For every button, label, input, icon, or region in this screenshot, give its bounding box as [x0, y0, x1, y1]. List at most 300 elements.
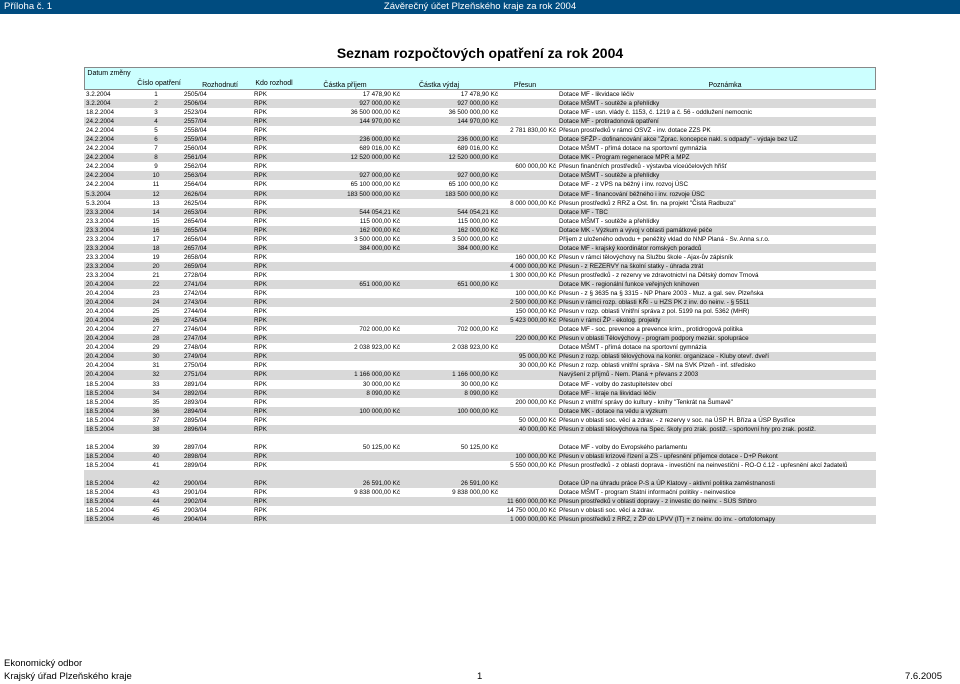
- cell-income: 26 591,00 Kč: [362, 480, 400, 488]
- cell-decided: 2748/04: [184, 344, 207, 352]
- cell-expense: 927 000,00 Kč: [457, 172, 498, 180]
- cell-decided: 2749/04: [184, 353, 207, 361]
- cell-note: Přesun v oblasti krizové řízení a ZS - upřesnění příjemce dotace - D+P Rekont: [559, 452, 778, 460]
- table-row: [84, 199, 876, 208]
- table-row: [84, 180, 876, 189]
- cell-note: Přesun v oblasti soc. věcí a zdrav.: [559, 507, 655, 515]
- cell-who: RPK: [254, 100, 267, 108]
- footer-org-line2: Krajský úřad Plzeňského kraje: [4, 671, 132, 682]
- cell-note: Přesun - z § 3635 na § 3315 - NP Phare 2003 - Muz. a gal. sev. Plzeňska: [559, 290, 764, 298]
- cell-decided: 2563/04: [184, 172, 207, 180]
- cell-date: 23.3.2004: [86, 217, 115, 225]
- cell-who: RPK: [254, 353, 267, 361]
- cell-note: Dotace MF - likvidace léčiv: [559, 91, 634, 98]
- cell-number: 23: [152, 290, 160, 298]
- cell-who: RPK: [254, 244, 267, 252]
- cell-number: 38: [152, 425, 160, 433]
- cell-expense: 162 000,00 Kč: [457, 226, 498, 234]
- cell-decided: 2901/04: [184, 489, 207, 497]
- cell-date: 24.2.2004: [86, 127, 115, 135]
- cell-number: 15: [152, 217, 160, 225]
- cell-decided: 2562/04: [184, 163, 207, 171]
- cell-date: 5.3.2004: [86, 199, 111, 207]
- table-row: [84, 298, 876, 307]
- cell-number: 29: [152, 344, 160, 352]
- cell-who: RPK: [254, 407, 267, 415]
- cell-number: 27: [152, 326, 160, 334]
- cell-income: 50 125,00 Kč: [362, 443, 400, 451]
- cell-transfer: 100 000,00 Kč: [515, 452, 556, 460]
- table-row: [84, 434, 876, 443]
- cell-note: Přesun v rámci ŽP - ekolog. projekty: [559, 317, 661, 325]
- cell-expense: 651 000,00 Kč: [457, 280, 498, 288]
- cell-note: Dotace SFŽP - dofinancování akce "Zprac. koncepce nakl. s odpady" - výdaje bez UZ: [559, 136, 798, 144]
- cell-date: 18.5.2004: [86, 507, 115, 515]
- col-who: Kdo rozhodl: [255, 80, 293, 87]
- cell-expense: 8 090,00 Kč: [464, 389, 498, 397]
- cell-income: 1 166 000,00 Kč: [354, 371, 400, 379]
- table-row: [84, 135, 876, 144]
- cell-expense: 236 000,00 Kč: [457, 136, 498, 144]
- cell-transfer: 600 000,00 Kč: [515, 163, 556, 171]
- cell-decided: 2659/04: [184, 262, 207, 270]
- cell-date: 18.5.2004: [86, 407, 115, 415]
- cell-number: 28: [152, 335, 160, 343]
- cell-decided: 2900/04: [184, 480, 207, 488]
- cell-who: RPK: [254, 389, 267, 397]
- cell-note: Přesun prostředků z RRZ a Ost. fin. na projekt "Čistá Radbuza": [559, 199, 736, 207]
- cell-income: 927 000,00 Kč: [359, 100, 400, 108]
- cell-expense: 9 838 000,00 Kč: [452, 489, 498, 497]
- cell-who: RPK: [254, 498, 267, 506]
- table-row: [84, 171, 876, 180]
- cell-decided: 2895/04: [184, 416, 207, 424]
- cell-expense: 17 478,90 Kč: [460, 91, 498, 98]
- cell-note: Přesun v oblasti Tělovýchovy - program podpory meziár. spolupráce: [559, 335, 749, 343]
- table-row: [84, 99, 876, 108]
- cell-date: 3.2.2004: [86, 100, 111, 108]
- table-row: [84, 370, 876, 379]
- cell-number: 6: [154, 136, 158, 144]
- table-row: [84, 316, 876, 325]
- cell-who: RPK: [254, 344, 267, 352]
- cell-note: Přesun - z REZERVY na školní statky - úhrada ztrát: [559, 262, 704, 270]
- cell-who: RPK: [254, 91, 267, 98]
- cell-decided: 2891/04: [184, 380, 207, 388]
- cell-date: 20.4.2004: [86, 308, 115, 316]
- cell-income: 65 100 000,00 Kč: [350, 181, 400, 189]
- cell-transfer: 4 000 000,00 Kč: [510, 262, 556, 270]
- cell-who: RPK: [254, 326, 267, 334]
- cell-transfer: 160 000,00 Kč: [515, 253, 556, 261]
- cell-number: 24: [152, 299, 160, 307]
- cell-note: Přesun prostředků v rámci OSVZ - inv. dotace ZZS PK: [559, 127, 711, 135]
- cell-number: 42: [152, 480, 160, 488]
- cell-note: Přesun prostředků v oblasti dopravy - z investic do neinv. - SÚS Střibro: [559, 498, 757, 506]
- table-row: [84, 153, 876, 162]
- cell-income: 100 000,00 Kč: [359, 407, 400, 415]
- col-note: Poznámka: [708, 82, 742, 89]
- cell-note: Přesun v oblasti soc. věcí a zdrav. - z rezervy v soc. na ÚSP H. Bříza a ÚSP Bystřice: [559, 416, 796, 424]
- cell-note: Dotace MŠMT - soutěže a přehlídky: [559, 100, 660, 108]
- cell-date: 20.4.2004: [86, 290, 115, 298]
- cell-number: 35: [152, 398, 160, 406]
- cell-income: 30 000,00 Kč: [362, 380, 400, 388]
- cell-note: Dotace MŠMT - soutěže a přehlídky: [559, 217, 660, 225]
- cell-number: 33: [152, 380, 160, 388]
- cell-decided: 2742/04: [184, 290, 207, 298]
- cell-expense: 36 500 000,00 Kč: [448, 109, 498, 117]
- cell-transfer: 5 550 000,00 Kč: [510, 461, 556, 469]
- cell-note: Přesun z oblasti tělovýchova na Spec. školy pro zrak. postiž. - sportovní hry pro zrak. postiž.: [559, 425, 816, 433]
- table-row: [84, 461, 876, 470]
- cell-who: RPK: [254, 271, 267, 279]
- cell-transfer: 1 000 000,00 Kč: [510, 516, 556, 524]
- cell-decided: 2904/04: [184, 516, 207, 524]
- cell-note: Dotace MF - krajský koordinátor romských poradců: [559, 244, 702, 252]
- cell-date: 24.2.2004: [86, 181, 115, 189]
- table-row: [84, 334, 876, 343]
- cell-expense: 689 016,00 Kč: [457, 145, 498, 153]
- cell-note: Přesun v rámci rozp. oblasti KŘi - u HZS PK z inv. do neinv. - § 5511: [559, 299, 750, 307]
- cell-date: 18.5.2004: [86, 489, 115, 497]
- cell-decided: 2653/04: [184, 208, 207, 216]
- table-row: [84, 90, 876, 99]
- cell-who: RPK: [254, 199, 267, 207]
- cell-who: RPK: [254, 380, 267, 388]
- cell-who: RPK: [254, 290, 267, 298]
- cell-decided: 2751/04: [184, 371, 207, 379]
- cell-decided: 2741/04: [184, 280, 207, 288]
- cell-date: 20.4.2004: [86, 335, 115, 343]
- cell-decided: 2657/04: [184, 244, 207, 252]
- cell-transfer: 1 300 000,00 Kč: [510, 271, 556, 279]
- cell-date: 23.3.2004: [86, 235, 115, 243]
- table-row: [84, 452, 876, 461]
- table-row: [84, 108, 876, 117]
- table-row: [84, 470, 876, 479]
- cell-who: RPK: [254, 362, 267, 370]
- page-title: Seznam rozpočtových opatření za rok 2004: [336, 45, 624, 61]
- cell-date: 18.5.2004: [86, 380, 115, 388]
- table-row: [84, 217, 876, 226]
- cell-date: 20.4.2004: [86, 280, 115, 288]
- footer-date: 7.6.2005: [905, 671, 942, 682]
- cell-number: 36: [152, 407, 160, 415]
- cell-who: RPK: [254, 262, 267, 270]
- table-row: [84, 488, 876, 497]
- cell-who: RPK: [254, 516, 267, 524]
- cell-expense: 26 591,00 Kč: [460, 480, 498, 488]
- cell-who: RPK: [254, 136, 267, 144]
- cell-note: Přesun prostředků - z rezervy ve zdravotnictví na Dětský domov Trnová: [559, 271, 759, 279]
- cell-transfer: 50 000,00 Kč: [518, 416, 556, 424]
- table-row: [84, 235, 876, 244]
- table-row: [84, 506, 876, 515]
- cell-date: 23.3.2004: [86, 253, 115, 261]
- cell-who: RPK: [254, 127, 267, 135]
- cell-number: 18: [152, 244, 160, 252]
- cell-note: Přesun z rozp. oblasti vnitřní správa - SM na SVK Plzeň - inf. středisko: [559, 362, 756, 370]
- cell-note: Dotace MŠMT - přímá dotace na sportovní gymnázia: [559, 145, 707, 153]
- cell-who: RPK: [254, 452, 267, 460]
- header-bar: [0, 0, 960, 14]
- cell-who: RPK: [254, 109, 267, 117]
- cell-number: 2: [154, 100, 158, 108]
- cell-decided: 2892/04: [184, 389, 207, 397]
- cell-income: 702 000,00 Kč: [359, 326, 400, 334]
- cell-decided: 2745/04: [184, 317, 207, 325]
- cell-decided: 2654/04: [184, 217, 207, 225]
- cell-who: RPK: [254, 163, 267, 171]
- table-row: [84, 253, 876, 262]
- cell-note: Dotace MF - financování běžného i inv. rozvoje ÚSC: [559, 190, 705, 198]
- cell-income: 162 000,00 Kč: [359, 226, 400, 234]
- cell-expense: 65 100 000,00 Kč: [448, 181, 498, 189]
- cell-who: RPK: [254, 299, 267, 307]
- cell-date: 23.3.2004: [86, 208, 115, 216]
- cell-income: 927 000,00 Kč: [359, 172, 400, 180]
- cell-date: 24.2.2004: [86, 154, 115, 162]
- cell-who: RPK: [254, 317, 267, 325]
- cell-number: 41: [152, 461, 160, 469]
- cell-note: Dotace MF - soc. prevence a prevence krim., protidrogová politika: [559, 326, 743, 334]
- cell-date: 18.5.2004: [86, 516, 115, 524]
- cell-decided: 2897/04: [184, 443, 207, 451]
- cell-who: RPK: [254, 489, 267, 497]
- cell-transfer: 30 000,00 Kč: [518, 362, 556, 370]
- cell-date: 3.2.2004: [86, 91, 111, 98]
- cell-date: 24.2.2004: [86, 163, 115, 171]
- table-body: [84, 90, 876, 524]
- cell-date: 20.4.2004: [86, 326, 115, 334]
- cell-income: 3 500 000,00 Kč: [354, 235, 400, 243]
- cell-decided: 2564/04: [184, 181, 207, 189]
- cell-note: Dotace MF - protiradonová opatření: [559, 118, 659, 126]
- cell-who: RPK: [254, 461, 267, 469]
- cell-date: 18.5.2004: [86, 452, 115, 460]
- cell-number: 43: [152, 489, 160, 497]
- cell-who: RPK: [254, 118, 267, 126]
- cell-transfer: 8 000 000,00 Kč: [510, 199, 556, 207]
- cell-date: 20.4.2004: [86, 371, 115, 379]
- cell-who: RPK: [254, 190, 267, 198]
- cell-date: 23.3.2004: [86, 226, 115, 234]
- cell-who: RPK: [254, 443, 267, 451]
- cell-note: Přesun z vnitřní správy do kultury - knihy "Tenkrát na Šumavě": [559, 398, 733, 406]
- cell-who: RPK: [254, 308, 267, 316]
- table-row: [84, 443, 876, 452]
- cell-who: RPK: [254, 226, 267, 234]
- cell-note: Přesun prostředků - z oblasti doprava - investiční na neinvestiční - RO-O č.12 - upřesnění akcí žadatelů: [559, 461, 848, 469]
- cell-number: 4: [154, 118, 158, 126]
- table-header: [84, 67, 876, 90]
- cell-note: Přesun prostředků z RRZ, z ŽP do LPVV (IT) + z neinv. do inv. - ortofotomapy: [559, 516, 776, 524]
- table-row: [84, 416, 876, 425]
- cell-transfer: 14 750 000,00 Kč: [506, 507, 556, 515]
- cell-decided: 2655/04: [184, 226, 207, 234]
- cell-expense: 144 970,00 Kč: [457, 118, 498, 126]
- cell-number: 34: [152, 389, 160, 397]
- cell-number: 32: [152, 371, 160, 379]
- cell-note: Dotace MF - volby do zastupitelstev obcí: [559, 380, 673, 388]
- cell-transfer: 5 423 000,00 Kč: [510, 317, 556, 325]
- cell-date: 18.5.2004: [86, 425, 115, 433]
- cell-note: Dotace ÚP na úhradu práce P-S a ÚP Klatovy - aktivní politika zaměstnanosti: [559, 480, 775, 488]
- cell-income: 12 520 000,00 Kč: [350, 154, 400, 162]
- table-row: [84, 407, 876, 416]
- cell-who: RPK: [254, 416, 267, 424]
- cell-decided: 2893/04: [184, 398, 207, 406]
- table-row: [84, 117, 876, 126]
- cell-decided: 2658/04: [184, 253, 207, 261]
- cell-number: 26: [152, 317, 160, 325]
- cell-date: 18.5.2004: [86, 461, 115, 469]
- cell-who: RPK: [254, 208, 267, 216]
- cell-expense: 544 054,21 Kč: [457, 208, 498, 216]
- cell-date: 18.5.2004: [86, 416, 115, 424]
- col-income: Částka příjem: [323, 82, 367, 89]
- table-row: [84, 398, 876, 407]
- cell-date: 24.2.2004: [86, 145, 115, 153]
- cell-who: RPK: [254, 172, 267, 180]
- cell-who: RPK: [254, 480, 267, 488]
- col-decided: Rozhodnutí: [202, 82, 238, 89]
- cell-number: 46: [152, 516, 160, 524]
- cell-number: 22: [152, 280, 160, 288]
- cell-transfer: 100 000,00 Kč: [515, 290, 556, 298]
- cell-decided: 2560/04: [184, 145, 207, 153]
- cell-income: 689 016,00 Kč: [359, 145, 400, 153]
- cell-decided: 2903/04: [184, 507, 207, 515]
- cell-transfer: 2 500 000,00 Kč: [510, 299, 556, 307]
- cell-date: 20.4.2004: [86, 362, 115, 370]
- cell-note: Dotace MK - Program regenerace MPR a MPZ: [559, 154, 690, 162]
- cell-number: 25: [152, 308, 160, 316]
- table-row: [84, 325, 876, 334]
- cell-number: 31: [152, 362, 160, 370]
- cell-number: 3: [154, 109, 158, 117]
- cell-number: 39: [152, 443, 160, 451]
- cell-date: 18.5.2004: [86, 398, 115, 406]
- col-transfer: Přesun: [513, 82, 537, 89]
- table-row: [84, 497, 876, 506]
- cell-note: Přesun v rámci tělovýchovy na Službu škole - Ajax-ův zápisník: [559, 253, 733, 261]
- cell-number: 19: [152, 253, 160, 261]
- cell-expense: 50 125,00 Kč: [460, 443, 498, 451]
- cell-who: RPK: [254, 425, 267, 433]
- cell-note: Dotace MK - regionální funkce veřejných knihoven: [559, 280, 700, 288]
- cell-date: 18.5.2004: [86, 498, 115, 506]
- cell-decided: 2744/04: [184, 308, 207, 316]
- cell-decided: 2523/04: [184, 109, 207, 117]
- cell-date: 24.2.2004: [86, 172, 115, 180]
- cell-number: 20: [152, 262, 160, 270]
- cell-number: 14: [152, 208, 160, 216]
- cell-income: 144 970,00 Kč: [359, 118, 400, 126]
- cell-number: 11: [152, 181, 160, 189]
- cell-who: RPK: [254, 507, 267, 515]
- cell-decided: 2902/04: [184, 498, 207, 506]
- col-expense: Částka výdaj: [418, 82, 460, 89]
- cell-note: Navýšení z příjmů - Nem. Planá + převans z 2003: [559, 371, 699, 379]
- cell-note: Dotace MF - TBC: [559, 208, 608, 216]
- table-row: [84, 271, 876, 280]
- cell-decided: 2625/04: [184, 199, 207, 207]
- cell-who: RPK: [254, 371, 267, 379]
- cell-number: 45: [152, 507, 160, 515]
- cell-number: 16: [152, 226, 160, 234]
- cell-number: 10: [152, 172, 160, 180]
- cell-decided: 2656/04: [184, 235, 207, 243]
- cell-expense: 100 000,00 Kč: [457, 407, 498, 415]
- cell-note: Dotace MF - kraje na likvidaci léčiv: [559, 389, 656, 397]
- cell-decided: 2750/04: [184, 362, 207, 370]
- table-row: [84, 208, 876, 217]
- table-row: [84, 389, 876, 398]
- table-row: [84, 289, 876, 298]
- cell-income: 115 000,00 Kč: [359, 217, 400, 225]
- cell-decided: 2626/04: [184, 190, 207, 198]
- cell-number: 37: [152, 416, 160, 424]
- cell-expense: 12 520 000,00 Kč: [448, 154, 498, 162]
- cell-income: 384 000,00 Kč: [359, 244, 400, 252]
- table-row: [84, 307, 876, 316]
- cell-date: 20.4.2004: [86, 344, 115, 352]
- cell-number: 17: [152, 235, 160, 243]
- cell-note: Dotace MŠMT - soutěže a přehlídky: [559, 172, 660, 180]
- cell-expense: 115 000,00 Kč: [457, 217, 498, 225]
- cell-transfer: 11 600 000,00 Kč: [507, 498, 556, 506]
- table-row: [84, 479, 876, 488]
- cell-number: 8: [154, 154, 158, 162]
- table-row: [84, 144, 876, 153]
- cell-note: Dotace MF - volby do Evropského parlamentu: [559, 443, 688, 451]
- cell-note: Přesun finančních prostředků - výstavba víceúčelových hřišť: [559, 163, 727, 171]
- cell-note: Příjem z uloženého odvodu + peněžitý vklad do NNP Planá - Sv. Anna s.r.o.: [559, 235, 770, 243]
- cell-expense: 1 166 000,00 Kč: [452, 371, 498, 379]
- table-row: [84, 280, 876, 289]
- footer-org-line1: Ekonomický odbor: [4, 658, 83, 669]
- cell-expense: 702 000,00 Kč: [457, 326, 498, 334]
- cell-transfer: 95 000,00 Kč: [518, 353, 556, 361]
- cell-transfer: 200 000,00 Kč: [515, 398, 556, 406]
- cell-decided: 2561/04: [184, 154, 207, 162]
- cell-transfer: 40 000,00 Kč: [518, 425, 556, 433]
- table-row: [84, 226, 876, 235]
- cell-number: 30: [152, 353, 160, 361]
- col-number: Číslo opatření: [137, 80, 181, 87]
- cell-date: 24.2.2004: [86, 136, 115, 144]
- cell-date: 20.4.2004: [86, 353, 115, 361]
- table-row: [84, 162, 876, 171]
- cell-decided: 2896/04: [184, 425, 207, 433]
- cell-who: RPK: [254, 181, 267, 189]
- cell-number: 44: [152, 498, 160, 506]
- cell-note: Přesun v rozp. oblasti Vnitřní správa z pol. 5199 na pol. 5362 (MHR): [559, 308, 750, 316]
- cell-expense: 2 038 923,00 Kč: [452, 344, 498, 352]
- cell-decided: 2746/04: [184, 326, 207, 334]
- col-date: Datum změny: [87, 70, 131, 77]
- cell-who: RPK: [254, 217, 267, 225]
- cell-income: 17 478,90 Kč: [362, 91, 400, 98]
- cell-date: 23.3.2004: [86, 271, 115, 279]
- cell-who: RPK: [254, 235, 267, 243]
- cell-expense: 183 500 000,00 Kč: [445, 190, 498, 198]
- cell-decided: 2557/04: [184, 118, 207, 126]
- table-row: [84, 425, 876, 434]
- cell-date: 24.2.2004: [86, 118, 115, 126]
